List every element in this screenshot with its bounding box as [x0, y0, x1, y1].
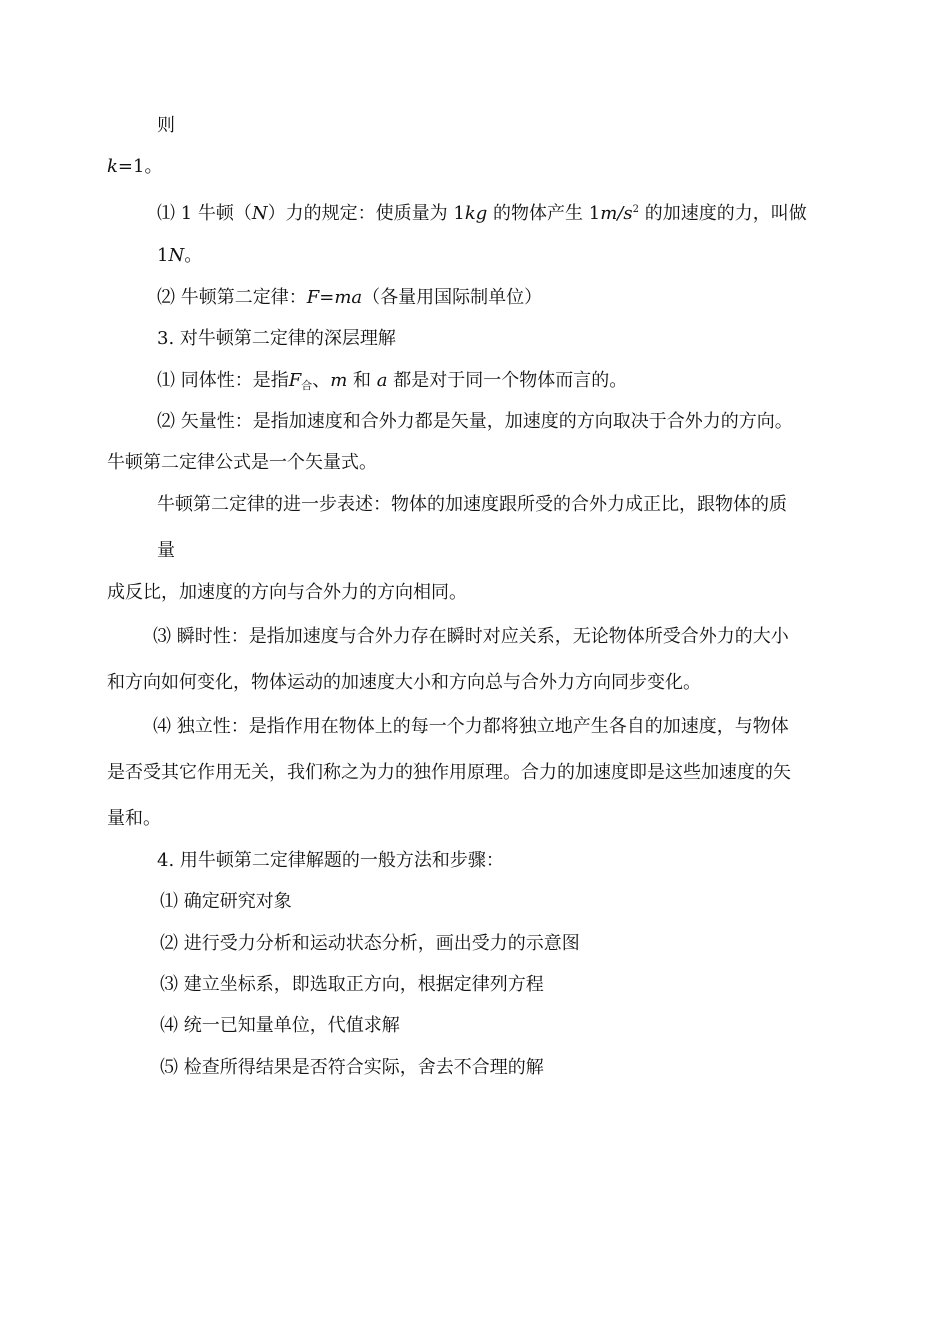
text-line-independent-1 — [153, 716, 789, 738]
text-line-independent-3 — [107, 808, 161, 830]
list-item-step-1 — [160, 891, 292, 913]
text-equals-1: =1。 — [117, 156, 163, 177]
heading-text: 3. 对牛顿第二定律的深层理解 — [157, 328, 396, 349]
var-k: k — [107, 156, 118, 177]
subscript-he: 合 — [301, 379, 313, 392]
unit-m: m — [600, 203, 618, 224]
text-segment: 的加速度的力，叫做 — [638, 203, 807, 224]
list-item-text: ⑴ 确定研究对象 — [160, 891, 292, 912]
var-a: a — [376, 370, 388, 391]
text-line-newton-definition — [157, 199, 807, 225]
unit-kg: kg — [464, 203, 488, 224]
text-segment: 和 — [347, 370, 377, 391]
list-item-step-5 — [160, 1057, 544, 1079]
heading-solving-steps — [157, 850, 504, 872]
text-line-same-body — [157, 370, 627, 397]
unit-N: N — [251, 203, 268, 224]
text-line-1N — [157, 245, 202, 267]
unit-s: s — [623, 203, 633, 224]
list-item-step-4 — [160, 1015, 400, 1037]
paragraph-text: ⑶ 瞬时性：是指加速度与合外力存在瞬时对应关系，无论物体所受合外力的大小 — [153, 626, 789, 647]
text-segment: ⑴ 1 牛顿（ — [157, 203, 252, 224]
paragraph-text: 量和。 — [107, 808, 161, 829]
text-segment: （各量用国际制单位） — [362, 287, 543, 308]
text-line-further-1 — [157, 494, 787, 516]
text-line-vector-2 — [107, 452, 377, 474]
paragraph-text: ⑷ 独立性：是指作用在物体上的每一个力都将独立地产生各自的加速度，与物体 — [153, 716, 789, 737]
unit-N: N — [168, 245, 185, 266]
paragraph-text: 成反比，加速度的方向与合外力的方向相同。 — [107, 582, 467, 603]
text-line-second-law — [157, 287, 542, 309]
heading-deep-understanding — [157, 328, 396, 350]
text-line-k-equals-1 — [107, 156, 162, 178]
text-segment: ⑵ 牛顿第二定律： — [157, 287, 307, 308]
text-line-ze — [157, 115, 175, 137]
heading-text: 4. 用牛顿第二定律解题的一般方法和步骤： — [157, 850, 504, 871]
text-line-instant-1 — [153, 626, 789, 648]
text-line-instant-2 — [107, 672, 701, 694]
text-line-further-2 — [157, 540, 175, 562]
paragraph-text: 牛顿第二定律的进一步表述：物体的加速度跟所受的合外力成正比，跟物体的质 — [157, 494, 787, 515]
unit-slash: / — [617, 203, 624, 224]
paragraph-text: ⑵ 矢量性：是指加速度和合外力都是矢量，加速度的方向取决于合外力的方向。 — [157, 411, 793, 432]
paragraph-text: 是否受其它作用无关，我们称之为力的独作用原理。合力的加速度即是这些加速度的矢 — [107, 762, 791, 783]
text-segment: 的物体产生 1 — [487, 203, 601, 224]
paragraph-text: 牛顿第二定律公式是一个矢量式。 — [107, 452, 377, 473]
text-line-vector-1 — [157, 411, 793, 433]
text-segment: 1 — [157, 245, 169, 266]
text-segment: = — [319, 287, 335, 308]
var-ma: ma — [334, 287, 363, 308]
paragraph-text: 量 — [157, 540, 175, 561]
text-segment: 都是对于同一个物体而言的。 — [387, 370, 628, 391]
text-ze: 则 — [157, 115, 175, 136]
superscript-2: 2 — [632, 204, 639, 215]
list-item-text: ⑷ 统一已知量单位，代值求解 — [160, 1015, 400, 1036]
var-m: m — [330, 370, 348, 391]
list-item-text: ⑸ 检查所得结果是否符合实际，舍去不合理的解 — [160, 1057, 544, 1078]
text-segment: ）力的规定：使质量为 1 — [267, 203, 465, 224]
text-segment: 、 — [312, 370, 331, 391]
var-F: F — [288, 370, 302, 391]
list-item-text: ⑶ 建立坐标系，即选取正方向，根据定律列方程 — [160, 974, 544, 995]
text-line-further-3 — [107, 582, 467, 604]
paragraph-text: 和方向如何变化，物体运动的加速度大小和方向总与合外力方向同步变化。 — [107, 672, 701, 693]
list-item-step-3 — [160, 974, 544, 996]
list-item-text: ⑵ 进行受力分析和运动状态分析，画出受力的示意图 — [160, 933, 580, 954]
list-item-step-2 — [160, 933, 580, 955]
text-segment: ⑴ 同体性：是指 — [157, 370, 289, 391]
text-line-independent-2 — [107, 762, 791, 784]
text-segment: 。 — [184, 245, 203, 266]
var-F: F — [306, 287, 320, 308]
